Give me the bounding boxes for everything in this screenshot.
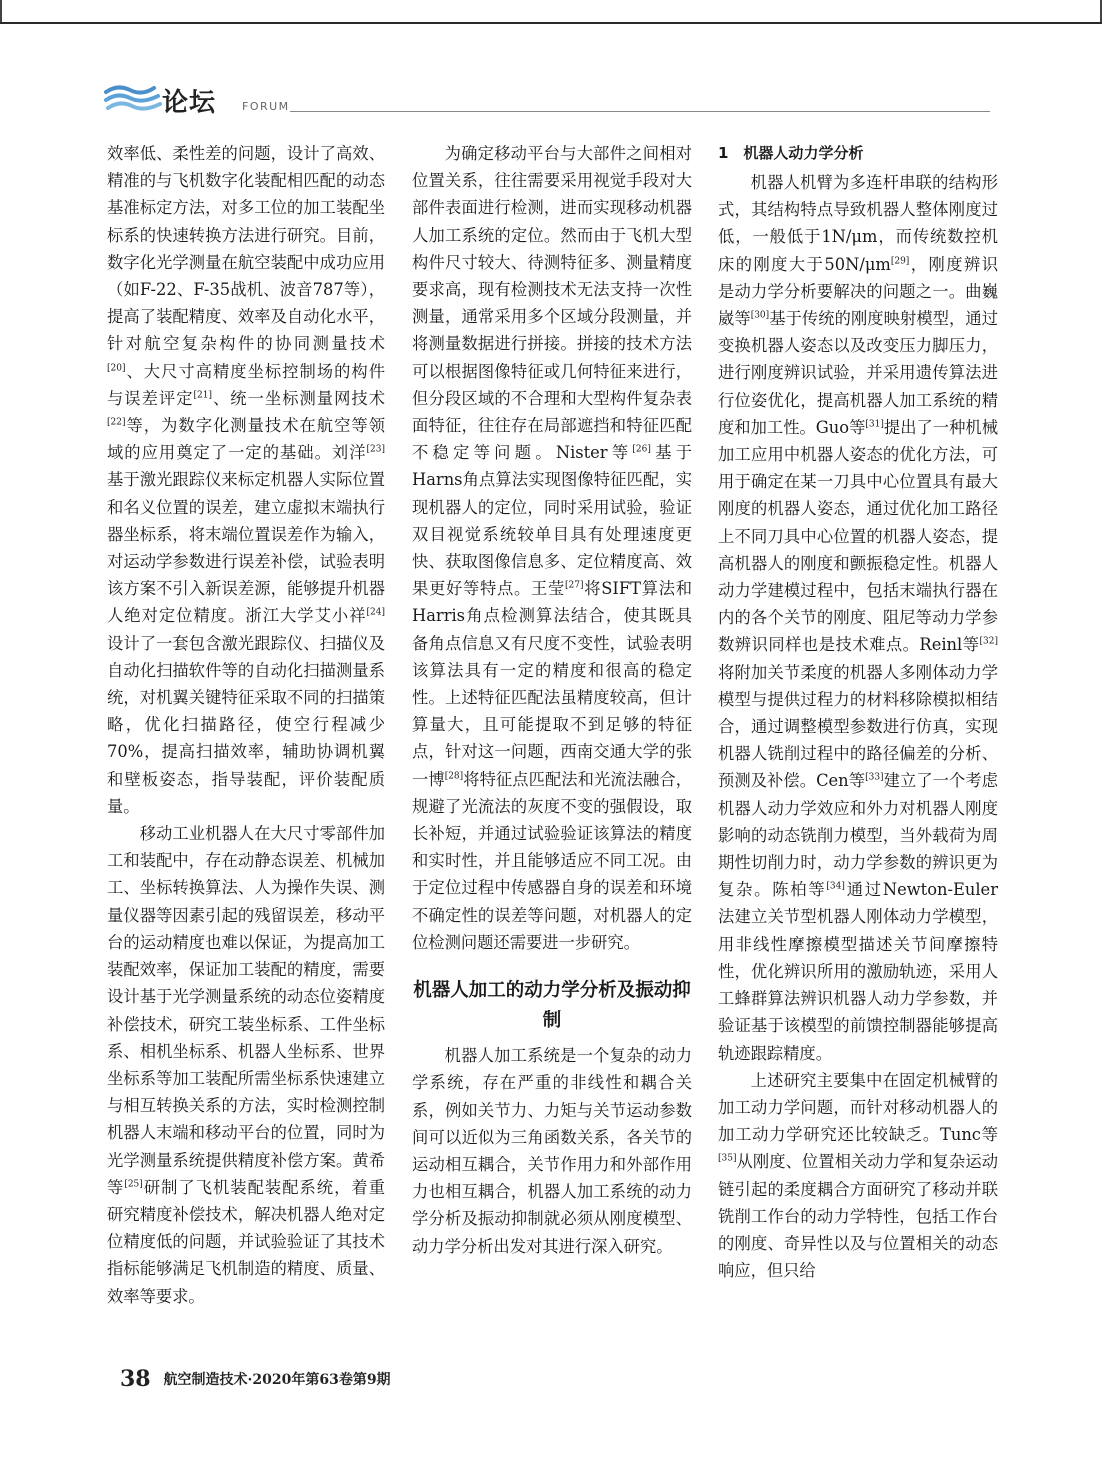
column-3 <box>718 140 998 1284</box>
page-number: 38 <box>120 1366 151 1392</box>
paragraph <box>718 169 998 1067</box>
citation-ref: [27] <box>565 580 584 591</box>
col1-paragraphs <box>107 140 385 1310</box>
col3-paragraphs <box>718 169 998 1284</box>
text-run: 研制了飞机装配装配系统，着重研究精度补偿技术，解决机器人绝对定位精度低的问题，并试验验证了其技术指标能够满足飞机制造的精度、质量、效率等要求。 <box>107 1177 385 1306</box>
paragraph <box>718 1067 998 1285</box>
text-run: 机器人加工系统是一个复杂的动力学系统，存在严重的非线性和耦合关系，例如关节力、力矩与关节运动参数间可以近似为三角函数关系，各关节的运动相互耦合，关节作用力和外部作用力也相互耦合，机器人加工系统的动力学分析及振动抑制就必须从刚度模型、动力学分析出发对其进行深入研究。 <box>412 1046 692 1256</box>
subsection-heading: 1 机器人动力学分析 <box>718 144 864 162</box>
section-header <box>104 80 984 120</box>
paragraph <box>107 820 385 1310</box>
section-label-en: FORUM <box>242 100 290 113</box>
text-run: 基于Harns角点算法实现图像特征匹配，实现机器人的定位，同时采用试验，验证双目视觉系统较单目具有处理速度更快、获取图像信息多、定位精度高、效果更好等特点。王莹 <box>412 443 692 599</box>
citation-ref: [31] <box>865 419 884 430</box>
paragraph <box>412 140 692 956</box>
text-run: 、大尺寸高精度坐标控制场的构件与误差评定 <box>107 361 385 408</box>
citation-ref: [25] <box>124 1179 143 1190</box>
column-2 <box>412 140 692 1260</box>
journal-name: 航空制造技术·2020年第63卷第9期 <box>163 1372 391 1388</box>
col2-paragraphs-before <box>412 140 692 956</box>
citation-ref: [23] <box>366 444 385 455</box>
text-run: 将SIFT算法和Harris角点检测算法结合，使其既具备角点信息又有尺度不变性，试验表明该算法具有一定的精度和很高的稳定性。上述特征匹配法虽精度较高，但计算量大，且可能提取不到足够的特征点，针对这一问题，西南交通大学的张一博 <box>412 579 692 789</box>
text-run: 机器人机臂为多连杆串联的结构形式，其结构特点导致机器人整体刚度过低，一般低于1N/μm，而传统数控机床的刚度大于50N/μm <box>718 173 998 274</box>
top-rule <box>0 22 1102 24</box>
text-run: 、统一坐标测量网技术 <box>211 388 385 408</box>
citation-ref: [30] <box>750 310 770 321</box>
text-run: 效率低、柔性差的问题，设计了高效、精准的与飞机数字化装配相匹配的动态基准标定方法，对多工位的加工装配坐标系的快速转换方法进行研究。目前，数字化光学测量在航空装配中成功应用（如F-22、F-35战机、波音787等），提高了装配精度、效率及自动化水平，针对航空复杂构件的协同测量技术 <box>107 144 385 354</box>
text-run: 移动工业机器人在大尺寸零部件加工和装配中，存在动静态误差、机械加工、坐标转换算法、人为操作失误、测量仪器等因素引起的残留误差，移动平台的运动精度也难以保证，为提高加工装配效率，保证加工装配的精度，需要设计基于光学测量系统的动态位姿精度补偿技术，研究工装坐标系、工件坐标系、相机坐标系、机器人坐标系、世界坐标系等加工装配所需坐标系快速建立与相互转换关系的方法，实时检测控制机器人末端和移动平台的位置，同时为光学测量系统提供精度补偿方案。黄希等 <box>107 824 385 1197</box>
citation-ref: [24] <box>366 608 385 619</box>
text-run: 提出了一种机械加工应用中机器人姿态的优化方法，可用于确定在某一刀具中心位置具有最大刚度的机器人姿态，通过优化加工路径上不同刀具中心位置的机器人姿态，提高机器人的刚度和颤振稳定性。机器人动力学建模过程中，包括末端执行器在内的各个关节的刚度、阻尼等动力学参数辨识同样也是技术难点。Reinl等 <box>718 417 998 655</box>
text-run: 将特征点匹配法和光流法融合，规避了光流法的灰度不变的强假设，取长补短，并通过试验验证该算法的精度和实时性，并且能够适应不同工况。由于定位过程中传感器自身的误差和环境不确定性的误差等问题，对机器人的定位检测问题还需要进一步研究。 <box>412 769 692 952</box>
citation-ref: [33] <box>865 773 884 784</box>
text-run: 基于传统的刚度映射模型，通过变换机器人姿态以及改变压力脚压力，进行刚度辨识试验，并采用遗传算法进行位姿优化，提高机器人加工系统的精度和加工性。Guo等 <box>718 309 998 437</box>
col2-paragraphs-after <box>412 1042 692 1260</box>
header-rule <box>290 111 990 112</box>
citation-ref: [21] <box>193 390 212 401</box>
page-footer <box>120 1366 391 1392</box>
text-run: 上述研究主要集中在固定机械臂的加工动力学问题，而针对移动机器人的加工动力学研究还比较缺乏。Tunc等 <box>718 1070 998 1145</box>
citation-ref: [20] <box>107 363 126 374</box>
crop-mark-left <box>0 0 2 22</box>
paragraph <box>107 140 385 820</box>
text-run: 将附加关节柔度的机器人多刚体动力学模型与提供过程力的材料移除模拟相结合，通过调整模型参数进行仿真，实现机器人铣削过程中的路径偏差的分析、预测及补偿。Cen等 <box>718 662 998 791</box>
text-run: 为确定移动平台与大部件之间相对位置关系，往往需要采用视觉手段对大部件表面进行检测，进而实现移动机器人加工系统的定位。然而由于飞机大型构件尺寸较大、待测特征多、测量精度要求高，现有检测技术无法支持一次性测量，通常采用多个区域分段测量，并将测量数据进行拼接。拼接的技术方法可以根据图像特征或几何特征来进行，但分段区域的不合理和大型构件复杂表面特征，往往存在局部遮挡和特征匹配不稳定等问题。Nister等 <box>412 144 692 463</box>
text-run: 建立了一个考虑机器人动力学效应和外力对机器人刚度影响的动态铣削力模型，当外载荷为周期性切削力时，动力学参数的辨识更为复杂。陈柏等 <box>718 771 998 900</box>
section-heading: 机器人加工的动力学分析及振动抑制 <box>413 980 691 1032</box>
text-run: 从刚度、位置相关动力学和复杂运动链引起的柔度耦合方面研究了移动并联铣削工作台的动力学特性，包括工作台的刚度、奇异性以及与位置相关的动态响应，但只给 <box>718 1152 998 1281</box>
citation-ref: [29] <box>890 256 910 267</box>
text-run: 通过Newton-Euler法建立关节型机器人刚体动力学模型，用非线性摩擦模型描述关节间摩擦特性，优化辨识所用的激励轨迹，采用人工蜂群算法辨识机器人动力学参数，并验证基于该模型的前馈控制器能够提高轨迹跟踪精度。 <box>718 880 998 1063</box>
citation-ref: [35] <box>718 1153 737 1164</box>
citation-ref: [22] <box>107 417 126 428</box>
text-run: 基于激光跟踪仪来标定机器人实际位置和名义位置的误差，建立虚拟末端执行器坐标系，将末端位置误差作为输入，对运动学参数进行误差补偿，试验表明该方案不引入新误差源，能够提升机器人绝对定位精度。浙江大学艾小祥 <box>107 470 385 626</box>
citation-ref: [28] <box>444 771 464 782</box>
column-1 <box>107 140 385 1310</box>
paragraph <box>412 1042 692 1260</box>
text-run: 等，为数字化测量技术在航空等领域的应用奠定了一定的基础。刘洋 <box>107 416 385 463</box>
waves-logo-icon <box>104 82 162 116</box>
text-run: ，刚度辨识是动力学分析要解决的问题之一。曲巍崴等 <box>718 254 998 329</box>
citation-ref: [26] <box>632 444 651 455</box>
section-label: 论坛 <box>162 88 217 118</box>
citation-ref: [34] <box>826 881 845 892</box>
text-run: 设计了一套包含激光跟踪仪、扫描仪及自动化扫描软件等的自动化扫描测量系统，对机翼关键特征采取不同的扫描策略，优化扫描路径，使空行程减少70%，提高扫描效率，辅助协调机翼和壁板姿态，指导装配，评价装配质量。 <box>107 633 385 816</box>
citation-ref: [32] <box>979 637 998 648</box>
